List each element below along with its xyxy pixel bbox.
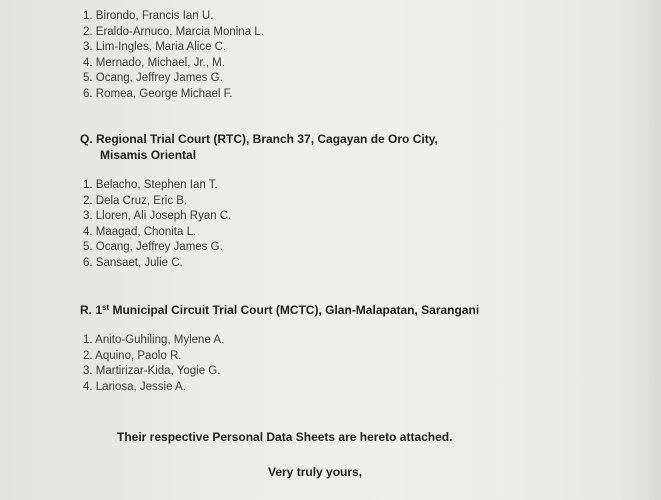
list-item: 3. Lloren, Ali Joseph Ryan C. [83, 210, 232, 223]
section-heading-r-rest: Municipal Circuit Trial Court (MCTC), Glan-Malapatan, Sarangani [109, 303, 480, 317]
name-list-p [83, 9, 264, 103]
list-item: 5. Ocang, Jeffrey James G. [83, 241, 223, 254]
list-item: 1. Belacho, Stephen Ian T. [83, 179, 218, 191]
attachment-note: Their respective Personal Data Sheets are hereto attached. [117, 430, 453, 444]
list-item: 2. Eraldo-Arnuco, Marcia Monina L. [83, 25, 264, 38]
list-item: 6. Romea, George Michael F. [83, 87, 233, 100]
name-list-q [83, 178, 231, 272]
list-item: 6. Sansaet, Julie C. [83, 256, 183, 269]
list-item: 4. Lariosa, Jessie A. [83, 380, 186, 393]
section-heading-q-line1: Q. Regional Trial Court (RTC), Branch 37, Cagayan de Oro City, [80, 132, 438, 146]
list-item: 3. Martirizar-Kida, Yogie G. [83, 365, 221, 378]
list-item: 1. Anito-Guhiling, Mylene A. [83, 334, 225, 346]
list-item: 5. Ocang, Jeffrey James G. [83, 72, 223, 85]
section-heading-r-superscript: st [102, 303, 110, 312]
list-item: 1. Birondo, Francis Ian U. [83, 10, 214, 22]
section-heading-q-line2: Misamis Oriental [100, 148, 197, 162]
name-list-r [83, 333, 224, 395]
list-item: 3. Lim-Ingles, Maria Alice C. [83, 41, 227, 54]
section-heading-r [80, 302, 479, 318]
list-item: 2. Dela Cruz, Eric B. [83, 194, 188, 207]
list-item: 4. Mernado, Michael, Jr., M. [83, 56, 225, 69]
section-heading-q [80, 131, 438, 163]
list-item: 4. Maagad, Chonita L. [83, 225, 197, 238]
list-item: 2. Aquino, Paolo R. [83, 349, 182, 362]
closing-salutation: Very truly yours, [268, 465, 363, 479]
section-heading-r-prefix: R. 1 [80, 303, 103, 317]
